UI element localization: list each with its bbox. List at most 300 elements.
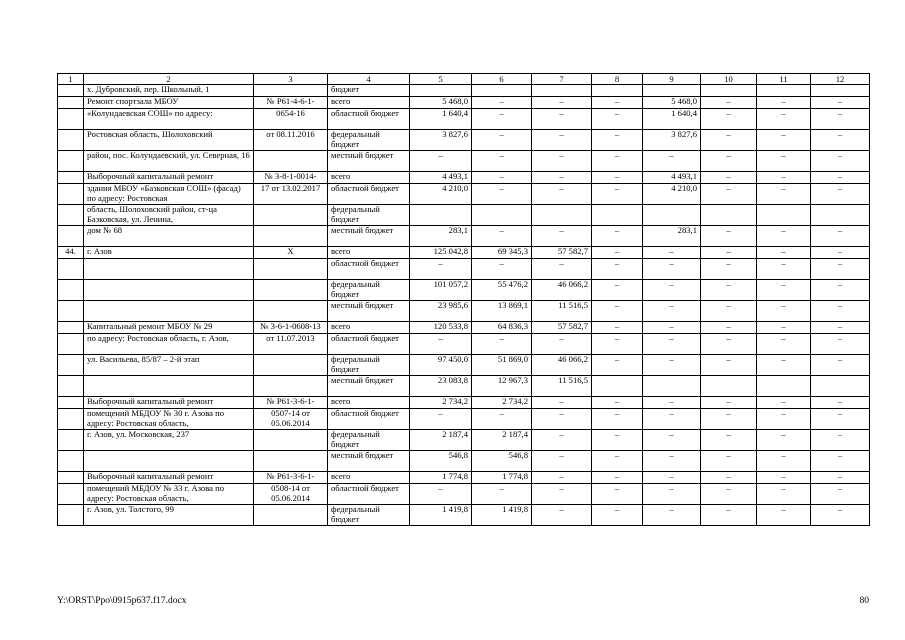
table-cell: 125 042,8 — [410, 247, 472, 259]
budget-type-cell: областной бюджет — [328, 409, 410, 430]
table-row — [58, 451, 870, 472]
table-cell: 0508-14 от 05.06.2014 — [254, 484, 328, 505]
table-cell: – — [532, 505, 592, 526]
table-cell — [410, 205, 472, 226]
table-cell: – — [701, 301, 757, 322]
budget-type-cell: областной бюджет — [328, 259, 410, 280]
table-cell: – — [592, 247, 643, 259]
budget-type-cell: местный бюджет — [328, 451, 410, 472]
table-cell: – — [592, 226, 643, 247]
column-header: 5 — [410, 74, 472, 85]
table-cell: – — [701, 247, 757, 259]
column-header: 2 — [84, 74, 254, 85]
table-cell: – — [811, 472, 870, 484]
table-cell — [58, 301, 84, 322]
object-name-cell: Капитальный ремонт МБОУ № 29 — [84, 322, 254, 334]
object-name-cell — [84, 301, 254, 322]
table-cell: – — [701, 334, 757, 355]
table-cell: – — [532, 226, 592, 247]
table-cell: – — [757, 397, 811, 409]
table-cell — [701, 376, 757, 397]
table-cell: 2 187,4 — [410, 430, 472, 451]
table-row — [58, 334, 870, 355]
table-cell: 46 066,2 — [532, 280, 592, 301]
table-cell: 1 419,8 — [472, 505, 532, 526]
table-cell: 55 476,2 — [472, 280, 532, 301]
table-cell — [58, 451, 84, 472]
table-row — [58, 397, 870, 409]
table-cell: – — [532, 109, 592, 130]
column-header: 12 — [811, 74, 870, 85]
table-cell — [58, 376, 84, 397]
table-cell — [811, 205, 870, 226]
table-row — [58, 109, 870, 130]
table-cell: 3 827,6 — [643, 130, 701, 151]
table-cell: – — [811, 301, 870, 322]
object-name-cell: район, пос. Колундаевский, ул. Северная, 16 — [84, 151, 254, 172]
table-cell: – — [811, 97, 870, 109]
budget-type-cell: местный бюджет — [328, 226, 410, 247]
table-cell: № Р61-3-6-1- — [254, 397, 328, 409]
table-cell: 69 345,3 — [472, 247, 532, 259]
table-cell: – — [811, 259, 870, 280]
table-cell: – — [757, 226, 811, 247]
table-cell: – — [410, 334, 472, 355]
table-cell — [532, 205, 592, 226]
table-cell — [58, 472, 84, 484]
table-cell: – — [592, 172, 643, 184]
table-cell: – — [643, 472, 701, 484]
table-row — [58, 472, 870, 484]
table-cell — [58, 280, 84, 301]
table-cell: – — [472, 409, 532, 430]
table-cell: – — [757, 322, 811, 334]
object-name-cell: х. Дубровский, пер. Школьный, 1 — [84, 85, 254, 97]
file-path: Y:\ORST\Ppo\0915p637.f17.docx — [57, 596, 187, 606]
table-cell: – — [701, 151, 757, 172]
table-cell: 44. — [58, 247, 84, 259]
table-cell: – — [701, 322, 757, 334]
table-cell: 5 468,0 — [643, 97, 701, 109]
table-cell: – — [701, 472, 757, 484]
table-cell: – — [532, 97, 592, 109]
table-row — [58, 259, 870, 280]
table-cell: – — [811, 505, 870, 526]
table-cell: – — [757, 172, 811, 184]
table-cell: – — [472, 130, 532, 151]
table-cell — [58, 334, 84, 355]
table-cell: – — [757, 355, 811, 376]
table-cell: – — [472, 151, 532, 172]
budget-type-cell: областной бюджет — [328, 334, 410, 355]
table-cell: 2 734,2 — [410, 397, 472, 409]
table-row — [58, 226, 870, 247]
table-row — [58, 97, 870, 109]
table-cell: – — [701, 505, 757, 526]
table-cell: – — [701, 484, 757, 505]
table-cell — [757, 85, 811, 97]
table-cell: – — [410, 409, 472, 430]
table-cell — [58, 355, 84, 376]
table-cell — [58, 322, 84, 334]
table-cell — [757, 205, 811, 226]
budget-type-cell: областной бюджет — [328, 484, 410, 505]
table-cell: 3 827,6 — [410, 130, 472, 151]
table-cell: № Р61-3-6-1- — [254, 472, 328, 484]
table-cell: – — [472, 226, 532, 247]
table-cell — [254, 505, 328, 526]
budget-type-cell: местный бюджет — [328, 376, 410, 397]
table-cell: 101 057,2 — [410, 280, 472, 301]
table-row — [58, 430, 870, 451]
table-cell: 46 066,2 — [532, 355, 592, 376]
table-cell: – — [592, 505, 643, 526]
table-cell: – — [592, 451, 643, 472]
table-cell: – — [811, 430, 870, 451]
table-cell: 120 533,8 — [410, 322, 472, 334]
object-name-cell: по адресу: Ростовская область, г. Азов, — [84, 334, 254, 355]
table-cell — [592, 376, 643, 397]
table-cell: – — [592, 151, 643, 172]
budget-table — [57, 73, 870, 526]
table-cell: – — [532, 484, 592, 505]
table-cell: – — [472, 334, 532, 355]
budget-type-cell: федеральный бюджет — [328, 280, 410, 301]
budget-type-cell: областной бюджет — [328, 109, 410, 130]
table-cell — [58, 85, 84, 97]
table-cell: – — [643, 505, 701, 526]
table-cell: – — [592, 409, 643, 430]
table-cell: – — [592, 301, 643, 322]
table-cell: – — [701, 355, 757, 376]
table-row — [58, 130, 870, 151]
object-name-cell: г. Азов, ул. Московская, 237 — [84, 430, 254, 451]
table-cell: 1 419,8 — [410, 505, 472, 526]
table-cell — [811, 85, 870, 97]
table-cell: Х — [254, 247, 328, 259]
table-cell: 17 от 13.02.2017 — [254, 184, 328, 205]
object-name-cell: г. Азов — [84, 247, 254, 259]
table-cell — [254, 376, 328, 397]
table-cell: 11 516,5 — [532, 301, 592, 322]
table-cell: – — [811, 355, 870, 376]
table-cell: – — [757, 409, 811, 430]
table-cell: – — [410, 259, 472, 280]
budget-type-cell: всего — [328, 172, 410, 184]
table-row — [58, 355, 870, 376]
table-cell: 4 210,0 — [410, 184, 472, 205]
table-cell: 2 187,4 — [472, 430, 532, 451]
object-name-cell: Выборочный капитальный ремонт — [84, 172, 254, 184]
column-header: 9 — [643, 74, 701, 85]
object-name-cell: Выборочный капитальный ремонт — [84, 397, 254, 409]
table-cell — [643, 205, 701, 226]
budget-type-cell: федеральный бюджет — [328, 205, 410, 226]
page-number: 80 — [859, 596, 869, 606]
object-name-cell: помещений МБДОУ № 33 г. Азова по адресу: Ростовская область, — [84, 484, 254, 505]
table-row — [58, 172, 870, 184]
budget-type-cell: местный бюджет — [328, 301, 410, 322]
table-cell: – — [811, 322, 870, 334]
table-cell: – — [472, 259, 532, 280]
table-row — [58, 247, 870, 259]
table-row — [58, 409, 870, 430]
table-cell: – — [532, 334, 592, 355]
table-cell: – — [643, 334, 701, 355]
budget-type-cell: всего — [328, 97, 410, 109]
table-row — [58, 184, 870, 205]
table-cell — [643, 376, 701, 397]
table-cell — [472, 205, 532, 226]
table-cell: 1 774,8 — [410, 472, 472, 484]
table-cell: – — [757, 451, 811, 472]
object-name-cell: дом № 68 — [84, 226, 254, 247]
column-header: 11 — [757, 74, 811, 85]
table-cell: – — [811, 172, 870, 184]
budget-type-cell: всего — [328, 322, 410, 334]
table-cell: – — [592, 484, 643, 505]
budget-type-cell: федеральный бюджет — [328, 355, 410, 376]
table-cell: – — [701, 172, 757, 184]
table-row — [58, 322, 870, 334]
table-cell — [58, 151, 84, 172]
table-cell — [757, 376, 811, 397]
object-name-cell: здания МБОУ «Базковская СОШ» (фасад) по адресу: Ростовская — [84, 184, 254, 205]
column-header: 4 — [328, 74, 410, 85]
object-name-cell: область, Шолоховский район, ст-ца Базковская, ул. Ленина, — [84, 205, 254, 226]
table-cell — [410, 85, 472, 97]
table-cell — [254, 280, 328, 301]
table-cell — [592, 85, 643, 97]
object-name-cell: Ростовская область, Шолоховский — [84, 130, 254, 151]
budget-type-cell: федеральный бюджет — [328, 130, 410, 151]
table-cell: – — [592, 355, 643, 376]
table-cell: – — [811, 409, 870, 430]
object-name-cell: Выборочный капитальный ремонт — [84, 472, 254, 484]
table-cell — [58, 97, 84, 109]
table-cell: – — [643, 280, 701, 301]
table-cell: – — [757, 184, 811, 205]
table-cell: 4 493,1 — [643, 172, 701, 184]
object-name-cell: г. Азов, ул. Толстого, 99 — [84, 505, 254, 526]
table-cell: – — [701, 280, 757, 301]
table-cell: – — [643, 247, 701, 259]
table-row — [58, 85, 870, 97]
table-cell: – — [592, 430, 643, 451]
table-row — [58, 484, 870, 505]
table-cell: – — [701, 130, 757, 151]
table-cell: – — [757, 472, 811, 484]
object-name-cell — [84, 280, 254, 301]
table-cell: – — [472, 484, 532, 505]
column-header: 3 — [254, 74, 328, 85]
budget-type-cell: федеральный бюджет — [328, 505, 410, 526]
table-cell: – — [643, 322, 701, 334]
table-cell — [472, 85, 532, 97]
table-cell: – — [643, 259, 701, 280]
budget-type-cell: местный бюджет — [328, 151, 410, 172]
table-cell — [592, 205, 643, 226]
table-cell — [58, 397, 84, 409]
table-cell: – — [757, 151, 811, 172]
table-cell: 4 493,1 — [410, 172, 472, 184]
table-cell: – — [701, 430, 757, 451]
table-cell: – — [472, 109, 532, 130]
object-name-cell: Ремонт спортзала МБОУ — [84, 97, 254, 109]
table-cell: от 11.07.2013 — [254, 334, 328, 355]
table-cell: – — [643, 409, 701, 430]
table-cell — [811, 376, 870, 397]
table-cell: – — [811, 334, 870, 355]
table-cell: 283,1 — [643, 226, 701, 247]
table-cell — [254, 85, 328, 97]
table-cell: 12 967,3 — [472, 376, 532, 397]
table-cell — [254, 451, 328, 472]
table-cell: 64 836,3 — [472, 322, 532, 334]
table-cell — [701, 85, 757, 97]
column-header: 10 — [701, 74, 757, 85]
table-cell — [254, 355, 328, 376]
budget-type-cell: всего — [328, 397, 410, 409]
table-row — [58, 505, 870, 526]
table-cell: – — [532, 430, 592, 451]
table-cell: – — [757, 334, 811, 355]
table-cell: 23 083,8 — [410, 376, 472, 397]
table-cell — [58, 505, 84, 526]
table-cell: – — [701, 451, 757, 472]
table-cell — [58, 184, 84, 205]
table-cell: – — [701, 409, 757, 430]
table-cell: 0507-14 от 05.06.2014 — [254, 409, 328, 430]
table-cell: – — [757, 484, 811, 505]
table-cell — [254, 151, 328, 172]
table-cell: – — [532, 130, 592, 151]
table-cell: – — [643, 397, 701, 409]
table-cell — [532, 85, 592, 97]
header-row — [58, 74, 870, 85]
table-cell: – — [592, 184, 643, 205]
object-name-cell: помещений МБДОУ № 30 г. Азова по адресу: Ростовская область, — [84, 409, 254, 430]
table-row — [58, 280, 870, 301]
table-cell — [58, 259, 84, 280]
table-cell: 546,8 — [472, 451, 532, 472]
table-cell: № 3-8-1-0014- — [254, 172, 328, 184]
table-cell: – — [757, 130, 811, 151]
table-cell: 51 869,0 — [472, 355, 532, 376]
table-cell — [254, 259, 328, 280]
table-cell: – — [472, 97, 532, 109]
table-cell — [254, 430, 328, 451]
table-cell: – — [757, 280, 811, 301]
table-cell: – — [811, 109, 870, 130]
table-cell: – — [643, 151, 701, 172]
object-name-cell — [84, 259, 254, 280]
table-cell: – — [757, 97, 811, 109]
table-cell — [254, 226, 328, 247]
table-cell: – — [643, 301, 701, 322]
table-cell: – — [532, 259, 592, 280]
table-cell: – — [592, 472, 643, 484]
table-cell: – — [701, 184, 757, 205]
column-header: 8 — [592, 74, 643, 85]
table-cell: 1 640,4 — [410, 109, 472, 130]
table-cell — [58, 484, 84, 505]
table-cell: № Р61-4-6-1- — [254, 97, 328, 109]
table-cell: – — [701, 97, 757, 109]
table-cell: – — [410, 151, 472, 172]
column-header: 7 — [532, 74, 592, 85]
table-row — [58, 376, 870, 397]
table-cell: 97 450,0 — [410, 355, 472, 376]
object-name-cell: ул. Васильева, 85/87 – 2-й этап — [84, 355, 254, 376]
table-cell: – — [532, 397, 592, 409]
table-cell: – — [532, 172, 592, 184]
budget-type-cell: всего — [328, 247, 410, 259]
budget-type-cell: федеральный бюджет — [328, 430, 410, 451]
object-name-cell — [84, 451, 254, 472]
table-cell: – — [410, 484, 472, 505]
table-cell: – — [643, 484, 701, 505]
table-cell — [58, 430, 84, 451]
table-cell: № 3-6-1-0608-13 — [254, 322, 328, 334]
table-cell: 57 582,7 — [532, 322, 592, 334]
table-cell: – — [532, 184, 592, 205]
table-cell: – — [472, 172, 532, 184]
table-cell: 13 869,1 — [472, 301, 532, 322]
table-cell: – — [757, 247, 811, 259]
table-cell: 57 582,7 — [532, 247, 592, 259]
table-cell: 1 774,8 — [472, 472, 532, 484]
table-cell: – — [592, 259, 643, 280]
table-cell: – — [701, 109, 757, 130]
table-cell: – — [811, 247, 870, 259]
table-cell: 283,1 — [410, 226, 472, 247]
table-cell: – — [701, 397, 757, 409]
table-cell: 5 468,0 — [410, 97, 472, 109]
table-cell: – — [592, 280, 643, 301]
table-cell: – — [811, 184, 870, 205]
table-cell: 0654-16 — [254, 109, 328, 130]
table-cell: – — [811, 484, 870, 505]
table-cell — [643, 85, 701, 97]
table-row — [58, 151, 870, 172]
table-cell: – — [701, 226, 757, 247]
table-cell — [254, 205, 328, 226]
table-cell — [58, 172, 84, 184]
table-row — [58, 205, 870, 226]
table-cell: – — [592, 130, 643, 151]
table-cell: – — [757, 505, 811, 526]
object-name-cell — [84, 376, 254, 397]
object-name-cell: «Колундаевская СОШ» по адресу: — [84, 109, 254, 130]
table-cell — [58, 130, 84, 151]
table-cell: – — [592, 322, 643, 334]
table-cell: – — [592, 334, 643, 355]
table-cell: – — [811, 280, 870, 301]
table-cell: – — [811, 397, 870, 409]
table-cell: – — [811, 226, 870, 247]
table-cell: – — [592, 97, 643, 109]
table-cell: – — [472, 184, 532, 205]
table-cell: – — [532, 409, 592, 430]
table-cell: – — [532, 151, 592, 172]
table-cell: 4 210,0 — [643, 184, 701, 205]
table-cell: – — [811, 151, 870, 172]
budget-type-cell: областной бюджет — [328, 184, 410, 205]
table-cell: – — [592, 397, 643, 409]
table-cell: – — [643, 355, 701, 376]
table-cell — [58, 109, 84, 130]
